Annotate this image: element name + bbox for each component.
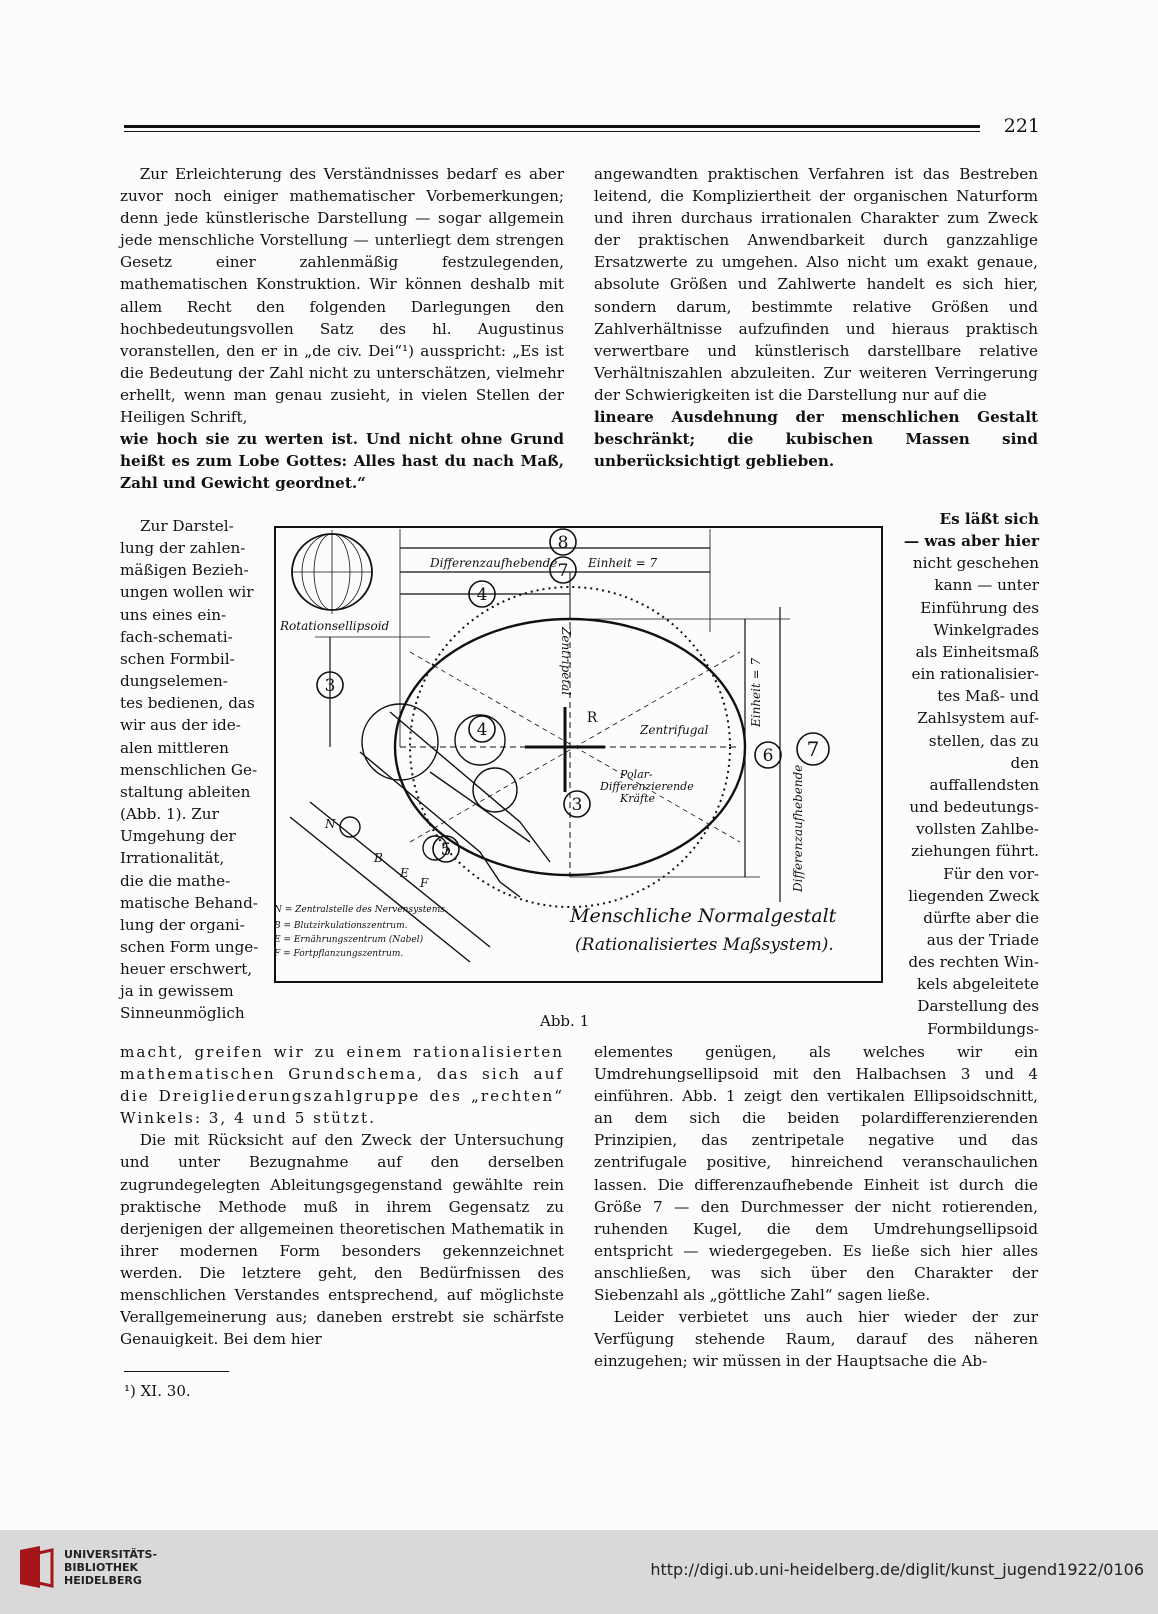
text-line: staltung ableiten <box>120 782 251 801</box>
text-line: ja in gewissem <box>120 982 234 1001</box>
label-einheit-side: Einheit = 7 <box>749 657 763 727</box>
label-4-top: 4 <box>476 585 488 605</box>
label-polar-2: Differenzierende <box>600 780 694 793</box>
right-column-bottom <box>594 1041 1038 1372</box>
text-line: Zahlsystem auf- <box>917 709 1039 728</box>
text-line: uns eines ein- <box>120 605 227 624</box>
text-line: Formbildungs- <box>927 1019 1039 1038</box>
text-line: wir aus der ide- <box>120 716 241 735</box>
text-line: tes bedienen, das <box>120 694 255 713</box>
text-line: Für den vor- <box>943 864 1039 883</box>
library-name-line: BIBLIOTHEK <box>64 1561 139 1574</box>
text-line: Irrationalität, <box>120 849 225 868</box>
text-line: matische Behand- <box>120 893 258 912</box>
right-column-top <box>594 163 1038 472</box>
text-line: tes Maß- und <box>937 687 1039 706</box>
text-line: schen Form unge- <box>120 937 259 956</box>
figure-abb-1 <box>270 522 892 992</box>
text-line: als Einheitsmaß <box>915 642 1039 661</box>
footnote-rule <box>124 1371 229 1372</box>
header-rule <box>124 125 980 128</box>
text-line: liegenden Zweck <box>908 886 1039 905</box>
label-einheit-top: Einheit = 7 <box>588 556 658 570</box>
text-line: kann — unter <box>934 576 1039 595</box>
library-logo-icon <box>14 1542 58 1592</box>
label-diff-side: Differenzaufhebende <box>791 764 805 892</box>
paragraph: Leider verbietet uns auch hier wieder der zur Verfügung stehende Raum, darauf des näheren einzugehen; wir müssen in der Hauptsache die Ab- <box>594 1308 1038 1371</box>
paragraph: Die mit Rücksicht auf den Zweck der Untersuchung und unter Bezugnahme auf den derselben zugrundegelegten Ableitungsgegenstand gewählte rein praktische Methode muß in ihrem Gegensatz zu derjenigen der allgemeinen theoretischen Mathematik in ihrer modernen Form besonders gekennzeichnet werden. Die letztere geht, den Bedürfnissen des menschlichen Verstandes entsprechend, auf möglichste Verallgemeinerung aus; daneben erstrebt sie schärfste Genauigkeit. Bei dem hier <box>120 1131 564 1349</box>
label-4-mid: 4 <box>476 720 488 740</box>
library-name-line: HEIDELBERG <box>64 1574 142 1587</box>
digitization-footer <box>0 1530 1158 1614</box>
human-figure <box>340 704 550 897</box>
label-3-mid: 3 <box>571 795 583 815</box>
library-name-line: UNIVERSITÄTS- <box>64 1548 158 1561</box>
paragraph: elementes genügen, als welches wir ein Umdrehungsellipsoid mit den Halbachsen 3 und 4 einführen. Abb. 1 zeigt den vertikalen Ellipsoidschnitt, an dem sich die beiden polardifferenzierenden Prinzipien, das zentripetale negative und das zentrifugale positive, hinreichend veranschaulichen lassen. Die differenzaufhebende Einheit ist durch die Größe 7 — den Durchmesser der nicht rotierenden, ruhenden Kugel, die dem Umdrehungsellipsoid entspricht — wiedergegeben. Es ließe sich hier alles anschließen, was sich über den Charakter der Siebenzahl als „göttliche Zahl“ sagen ließe. <box>594 1043 1038 1305</box>
figure-caption: Abb. 1 <box>540 1012 590 1030</box>
legend-e: E = Ernährungszentrum (Nabel) <box>274 935 424 945</box>
text-line: (Abb. 1). Zur <box>120 805 219 824</box>
text-line: dungselemen- <box>120 672 228 691</box>
label-6: 6 <box>762 746 774 766</box>
paragraph-bold: lineare Ausdehnung der menschlichen Gestalt beschränkt; die kubischen Massen sind unberücksichtigt geblieben. <box>594 408 1038 471</box>
text-line: Umgehung der <box>120 827 236 846</box>
text-line: vollsten Zahlbe- <box>915 820 1039 839</box>
text-line: Einführung des <box>920 598 1039 617</box>
text-line: Darstellung des <box>917 997 1039 1016</box>
text-line: Sinneunmöglich <box>120 1004 245 1023</box>
source-url-link[interactable]: http://digi.ub.uni-heidelberg.de/diglit/kunst_jugend1922/0106 <box>650 1560 1144 1579</box>
text-line: ein rationalisier- <box>911 665 1039 684</box>
paragraph-bold: wie hoch sie zu werten ist. Und nicht ohne Grund heißt es zum Lobe Gottes: Alles hast du nach Maß, Zahl und Gewicht geordnet.“ <box>120 430 564 493</box>
label-polar-3: Kräfte <box>620 792 656 805</box>
text-line: Zur Darstel- <box>140 517 234 535</box>
text-line: — was aber hier <box>903 532 1039 551</box>
text-line: die die mathe- <box>120 871 231 890</box>
left-column-top <box>120 163 564 494</box>
text-line: fach-schemati- <box>120 627 233 646</box>
label-3-left: 3 <box>324 676 336 696</box>
text-line: stellen, das zu den <box>928 731 1039 772</box>
text-line: dürfte aber die <box>923 908 1039 927</box>
proportion-diagram <box>270 522 892 992</box>
library-name <box>64 1548 157 1587</box>
letter-n: N <box>325 817 336 831</box>
text-line: schen Formbil- <box>120 649 235 668</box>
letter-b: B <box>374 851 383 865</box>
figure-title: Menschliche Normalgestalt <box>570 905 837 927</box>
label-zentripetal: Zentripetal <box>559 627 573 696</box>
label-r: R <box>586 710 598 726</box>
text-line: lung der organi- <box>120 915 245 934</box>
text-line: auffallendsten <box>929 775 1039 794</box>
letter-e: E <box>400 866 409 880</box>
text-line: Es läßt sich <box>939 510 1039 528</box>
text-line: mäßigen Bezieh- <box>120 561 249 580</box>
label-7-top: 7 <box>557 561 569 581</box>
legend-n: N = Zentralstelle des Nervensystems. <box>274 905 448 915</box>
paragraph: macht, greifen wir zu einem rationalisierten mathematischen Grundschema, das sich auf die Dreigliederungszahlgruppe des „rechten“ Winkels: 3, 4 und 5 stützt. <box>120 1043 564 1128</box>
text-line: lung der zahlen- <box>120 539 246 558</box>
page-number: 221 <box>1003 115 1040 137</box>
text-line: ziehungen führt. <box>911 842 1039 861</box>
legend-b: B = Blutzirkulationszentrum. <box>274 921 408 931</box>
narrow-right-column <box>897 508 1039 1040</box>
text-line: menschlichen Ge- <box>120 760 258 779</box>
narrow-left-column <box>120 515 262 1025</box>
footnote: ¹) XI. 30. <box>124 1382 191 1400</box>
paragraph: angewandten praktischen Verfahren ist das Bestreben leitend, die Kompliziertheit der organischen Naturform und ihren durchaus irrationalen Charakter zum Zweck der praktischen Anwendbarkeit durch ganzzahlige Ersatzwerte zu umgehen. Also nicht um exakt genaue, absolute Größen und Zahlwerte handelt es sich hier, sondern darum, bestimmte relative Größen und Zahlverhältnisse aufzufinden und hieraus praktisch verwertbare und künstlerisch darstellbare relative Verhältniszahlen abzuleiten. Zur weiteren Verringerung der Schwierigkeiten ist die Darstellung nur auf die <box>594 165 1038 404</box>
label-diff-top: Differenzaufhebende <box>430 556 558 570</box>
label-8: 8 <box>557 533 569 553</box>
label-zentrifugal: Zentrifugal <box>640 723 709 737</box>
text-line: nicht geschehen <box>912 554 1039 573</box>
text-line: ungen wollen wir <box>120 583 254 602</box>
label-7-side: 7 <box>806 737 820 761</box>
paragraph: Zur Erleichterung des Verständnisses bedarf es aber zuvor noch einiger mathematischer Vorbemerkungen; denn jede künstlerische Darstellung — sogar allgemein jede menschliche Vorstellung — unterliegt dem strengen Gesetz einer zahlenmäßig festzulegenden, mathematischen Konstruktion. Wir können deshalb mit allem Recht den folgenden Darlegungen den hochbedeutungsvollen Satz des hl. Augustinus voranstellen, den er in „de civ. Dei“¹) ausspricht: „Es ist die Bedeutung der Zahl nicht zu unterschätzen, vielmehr erhellt, wenn man genau zusieht, in vielen Stellen der Heiligen Schrift, <box>120 165 564 427</box>
text-line: alen mittleren <box>120 738 229 757</box>
text-line: des rechten Win- <box>908 953 1039 972</box>
header-rule-thin <box>124 131 980 132</box>
rotation-ellipsoid-sketch <box>292 530 372 614</box>
rotation-ellipsoid-label: Rotationsellipsoid <box>280 619 390 633</box>
text-line: heuer erschwert, <box>120 960 253 979</box>
text-line: kels abgeleitete <box>916 975 1039 994</box>
figure-subtitle: (Rationalisiertes Maßsystem). <box>575 935 834 955</box>
letter-f: F <box>420 876 429 890</box>
text-line: aus der Triade <box>926 930 1039 949</box>
text-line: und bedeutungs- <box>909 798 1039 817</box>
left-column-bottom <box>120 1041 564 1350</box>
text-line: Winkelgrades <box>933 620 1039 639</box>
label-5: 5 <box>440 840 452 860</box>
legend-f: F = Fortpflanzungszentrum. <box>274 949 404 959</box>
label-polar-1: Polar- <box>620 768 653 781</box>
